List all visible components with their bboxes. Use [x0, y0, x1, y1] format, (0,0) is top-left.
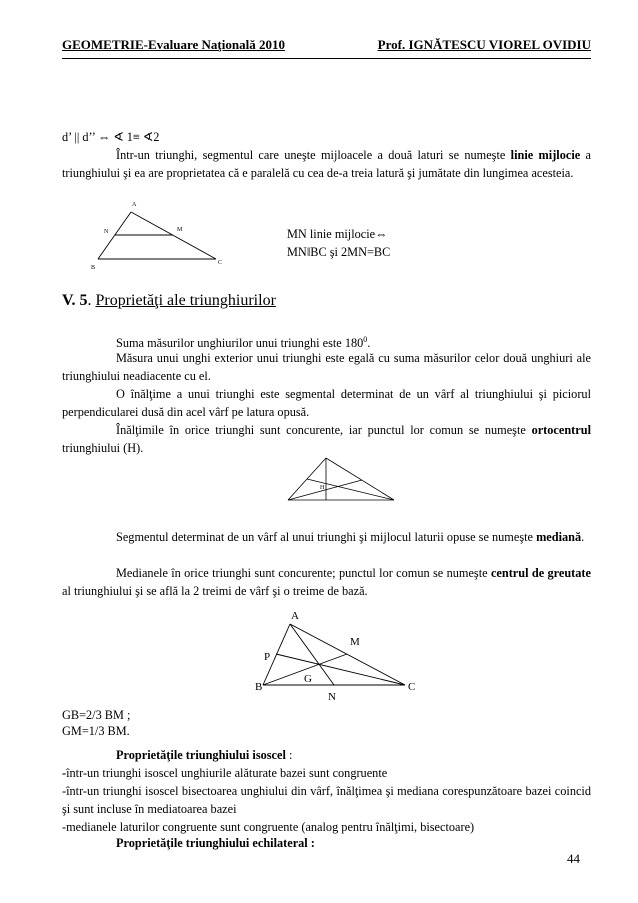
header-subject: GEOMETRIE-Evaluare Naţională 2010 [62, 37, 285, 52]
label-a: A [132, 202, 137, 208]
median-definition: Segmentul determinat de un vârf al unui triunghi şi mijlocul laturii opuse se numeşte mediană. [116, 530, 585, 544]
label-c: C [218, 260, 223, 266]
orthocenter-figure [284, 452, 400, 516]
orthocenter-term: ortocentrul [531, 423, 591, 437]
gb-ratio: GB=2/3 BM ; [62, 708, 131, 722]
label-p: P [264, 651, 271, 663]
parallel-angles-formula: d’ || d’’ ⇔ ∢ 1≡ ∢2 [62, 130, 160, 144]
midline-figure [88, 196, 238, 272]
label-b: B [91, 265, 96, 271]
label-c: C [408, 681, 416, 693]
midline-term: linie mijlocie [510, 148, 581, 162]
label-m: M [177, 227, 183, 233]
midline-property-2: MN‖BC şi 2MN=BC [287, 245, 391, 259]
equilateral-heading: Proprietăţile triunghiului echilateral : [116, 836, 315, 850]
label-g: G [304, 673, 312, 685]
label-b: B [255, 681, 263, 693]
isosceles-heading: Proprietăţile triunghiului isoscel : [116, 748, 293, 762]
median-an [290, 624, 334, 685]
isosceles-property-2: -într-un triunghi isoscel bisectoarea unghiului din vârf, înălţimea şi mediana corespunzătoare bazei coincid şi sunt incluse în mediatoarea bazei [62, 784, 591, 816]
label-h: H [320, 485, 325, 491]
page-number: 44 [567, 851, 580, 866]
label-n: N [104, 229, 109, 235]
median-cp [276, 654, 405, 685]
isosceles-property-3: -medianele laturilor congruente sunt congruente (analog pentru înălţimi, bisectoare) [62, 820, 475, 834]
page-header [62, 34, 591, 59]
gm-ratio: GM=1/3 BM. [62, 724, 130, 738]
centroid-definition: Medianele în orice triunghi sunt concurente; punctul lor comun se numeşte centrul de greutate al triunghiului şi se află la 2 treimi de vârf şi o treime de bază. [62, 566, 591, 598]
header-author: Prof. IGNĂTESCU VIOREL OVIDIU [377, 37, 591, 52]
isosceles-property-1: -într-un triunghi isoscel unghiurile alăturate bazei sunt congruente [62, 766, 388, 780]
centroid-figure [250, 604, 426, 704]
midline-property-1: MN linie mijlocie⇔ [287, 227, 388, 241]
side-ac [131, 212, 216, 259]
height-definition: O înălţime a unui triunghi este segmental determinat de un vârf al triunghiului şi piciorul perpendicularei dusă din acel vârf pe latura opusă. [62, 387, 591, 419]
median-term: mediană [536, 530, 582, 544]
midline-definition: Într-un triunghi, segmentul care uneşte mijloacele a două laturi se numeşte linie mijlocie a triunghiului şi ea are proprietatea că e paralelă cu cea de-a treia latură şi jumătate din lungimea acesteia. [62, 148, 591, 180]
angle-sum-property: Suma măsurilor unghiurilor unui triunghi este $180^0$. [116, 335, 371, 351]
side-ab [98, 212, 131, 259]
label-a: A [291, 610, 299, 622]
orthocenter-definition: Înălţimile în orice triunghi sunt concurente, iar punctul lor comun se numeşte ortocentrul triunghiului (H). [62, 423, 591, 455]
section-heading: V. 5. Proprietăţi ale triunghiurilor [62, 292, 276, 309]
label-m: M [350, 636, 360, 648]
centroid-term: centrul de greutate [490, 566, 591, 580]
exterior-angle-property: Măsura unui unghi exterior unui triunghi este egală cu suma măsurilor celor două unghiuri ale triunghiului neadiacente cu el. [62, 351, 591, 383]
side-ac [326, 458, 394, 500]
label-n: N [328, 691, 336, 703]
